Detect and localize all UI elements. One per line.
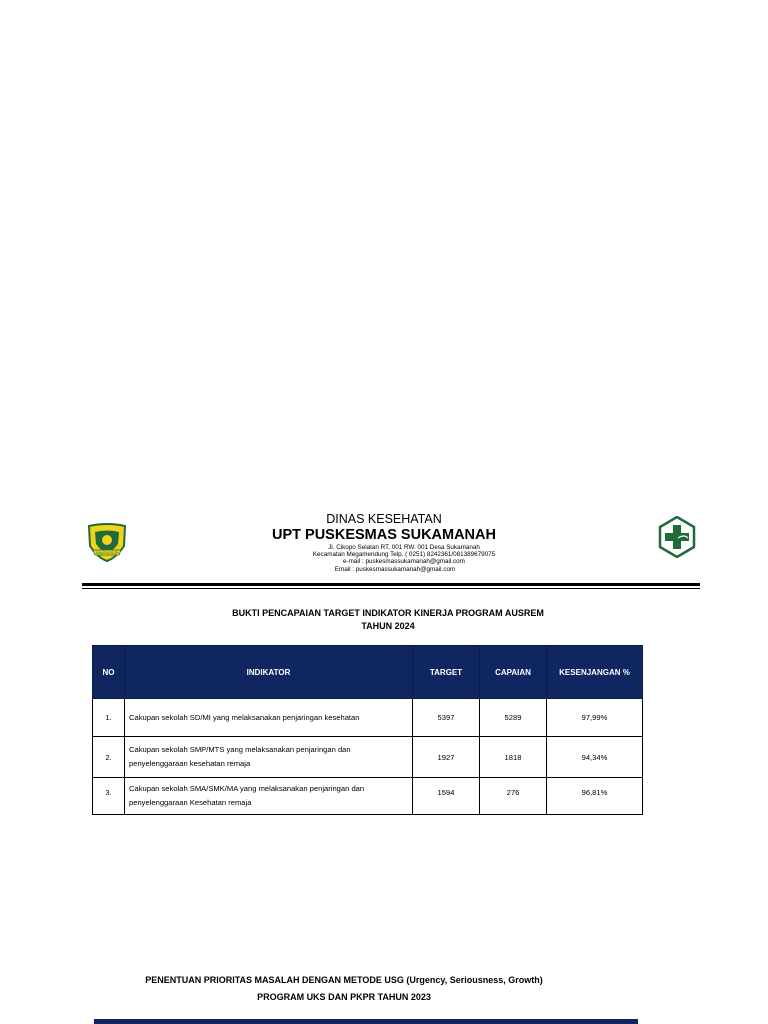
puskesmas-cross-logo (656, 516, 698, 558)
row-kesenjangan: 96,81% (547, 778, 643, 815)
puskesmas-name: UPT PUSKESMAS SUKAMANAH (272, 527, 496, 543)
header-no: NO (93, 646, 125, 699)
indicator-table (92, 645, 643, 815)
address-line-2: Kecamatan Megamendung Telp. ( 0251) 8242361/081389679075 (312, 551, 496, 558)
row-no: 3. (93, 778, 125, 815)
table-row (93, 737, 643, 778)
row-indikator: Cakupan sekolah SMA/SMK/MA yang melaksanakan penjaringan dan penyelenggaraan Kesehatan remaja (125, 778, 413, 815)
table-header-row (93, 646, 643, 699)
address-line-1: Jl. Cikopo Selatan RT. 001 RW. 001 Desa Sukamanah (328, 544, 480, 551)
usg-section-subtitle: PROGRAM UKS DAN PKPR TAHUN 2023 (257, 992, 431, 1002)
usg-table-header-edge (94, 1019, 638, 1024)
email-line-1: e-mail : puskesmassukamanah@gmail.com (343, 558, 465, 565)
row-capaian: 1818 (480, 737, 547, 778)
report-year: TAHUN 2024 (361, 621, 415, 631)
header-capaian: CAPAIAN (480, 646, 547, 699)
letterhead-rule-thick (82, 583, 700, 586)
row-no: 1. (93, 699, 125, 737)
letterhead-rule-thin (82, 588, 700, 589)
row-no: 2. (93, 737, 125, 778)
row-target: 1594 (413, 778, 480, 815)
header-kesenjangan: KESENJANGAN % (547, 646, 643, 699)
agency-name: DINAS KESEHATAN (326, 512, 442, 526)
row-indikator: Cakupan sekolah SMP/MTS yang melaksanakan penjaringan dan penyelenggaraan kesehatan remaja (125, 737, 413, 778)
report-title: BUKTI PENCAPAIAN TARGET INDIKATOR KINERJA PROGRAM AUSREM (232, 608, 544, 618)
row-target: 5397 (413, 699, 480, 737)
row-indikator: Cakupan sekolah SD/MI yang melaksanakan penjaringan kesehatan (125, 699, 413, 737)
email-line-2: Email : puskesmassukamanah@gmail.com (334, 566, 456, 573)
row-target: 1927 (413, 737, 480, 778)
row-capaian: 5289 (480, 699, 547, 737)
usg-section-title: PENENTUAN PRIORITAS MASALAH DENGAN METODE USG (Urgency, Seriousness, Growth) (145, 975, 543, 985)
row-kesenjangan: 97,99% (547, 699, 643, 737)
table-row (93, 778, 643, 815)
emblem-ribbon-text: DINAS BOGOR (95, 551, 119, 555)
header-indikator: INDIKATOR (125, 646, 413, 699)
table-row (93, 699, 643, 737)
header-target: TARGET (413, 646, 480, 699)
row-kesenjangan: 94,34% (547, 737, 643, 778)
row-capaian: 276 (480, 778, 547, 815)
